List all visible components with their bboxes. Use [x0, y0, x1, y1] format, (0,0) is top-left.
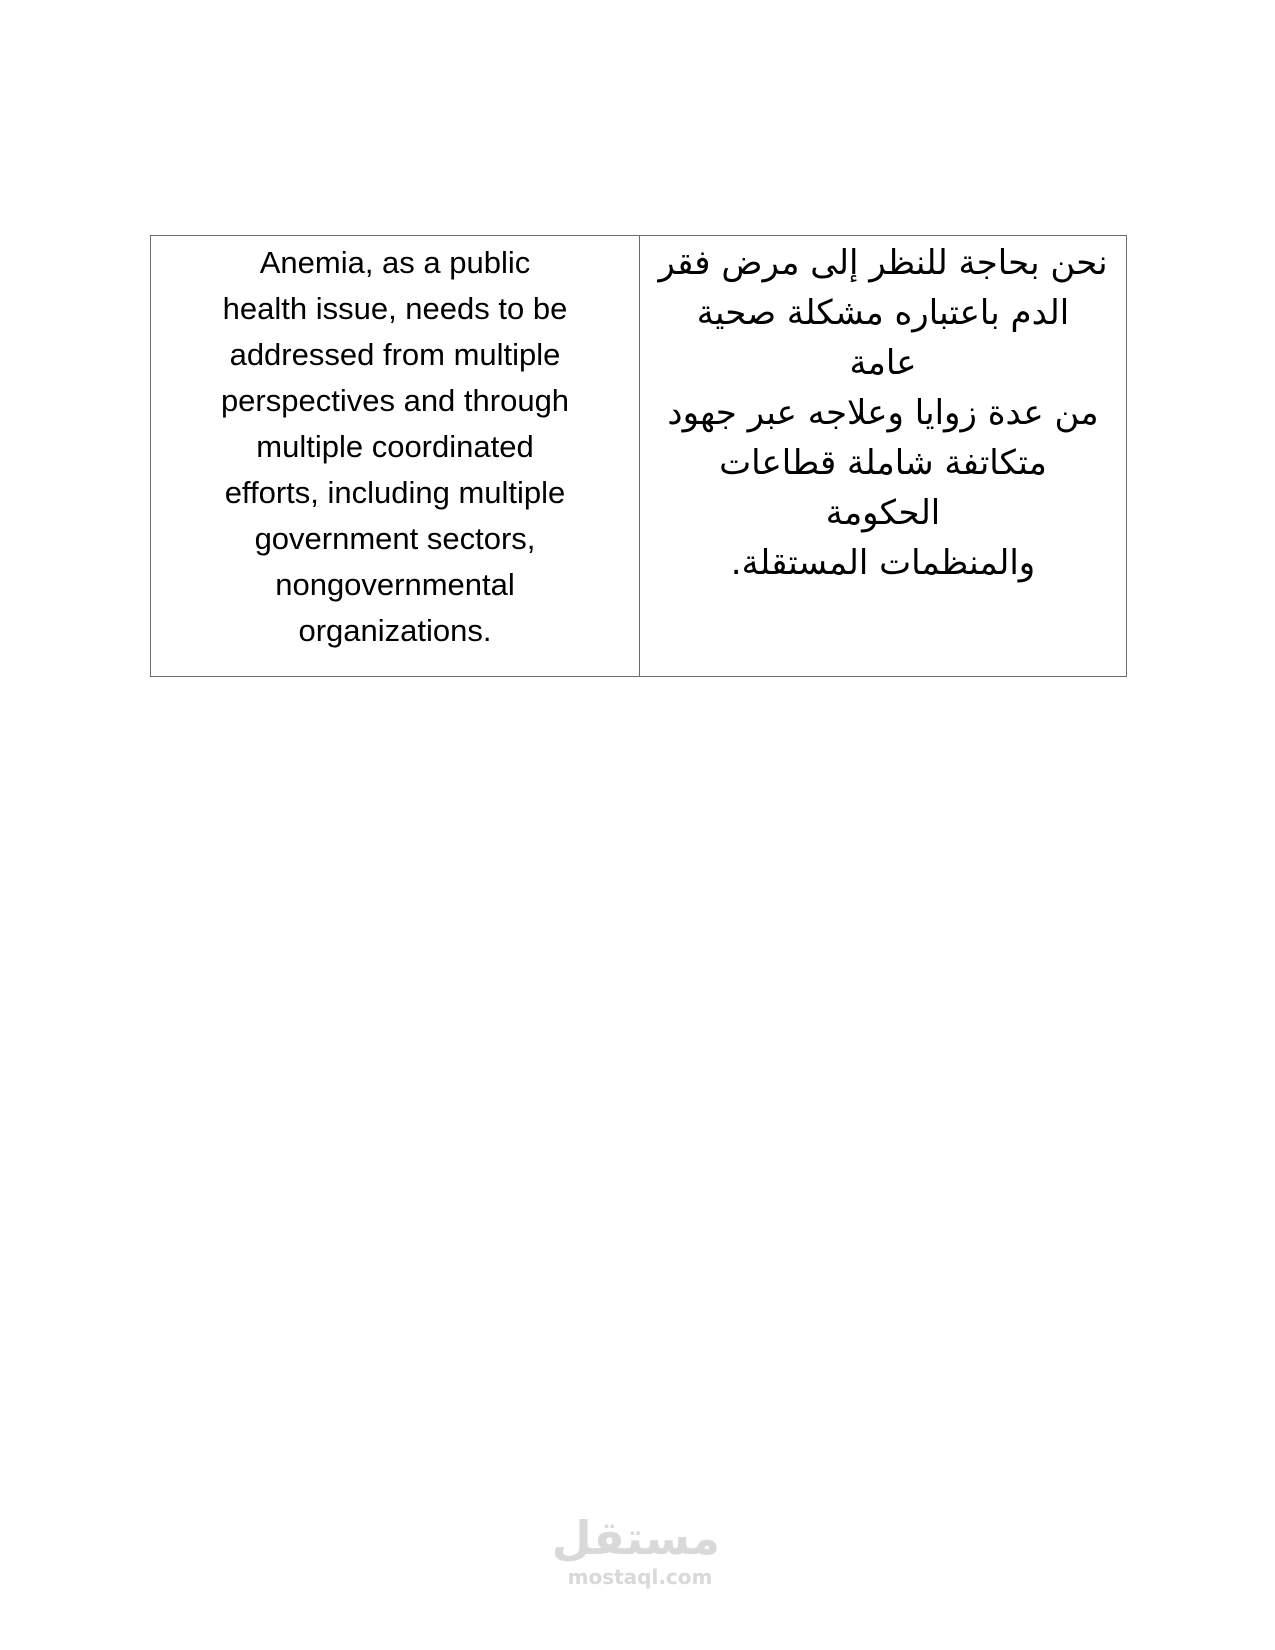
watermark-domain: mostaql.com — [567, 1565, 713, 1589]
arabic-text-cell: نحن بحاجة للنظر إلى مرض فقر الدم باعتباره مشكلة صحية عامة من عدة زوايا وعلاجه عبر جهود متكاتفة شاملة قطاعات الحكومة والمنظمات المستقلة. — [658, 243, 1108, 583]
translation-table — [150, 235, 1127, 677]
watermark-logo: مستقل — [551, 1511, 720, 1565]
english-text-cell: Anemia, as a public health issue, needs to be addressed from multiple perspectives and through multiple coordinated efforts, including multiple government sectors, nongovernmental organizations. — [151, 236, 640, 676]
mostaql-watermark — [551, 1510, 720, 1589]
